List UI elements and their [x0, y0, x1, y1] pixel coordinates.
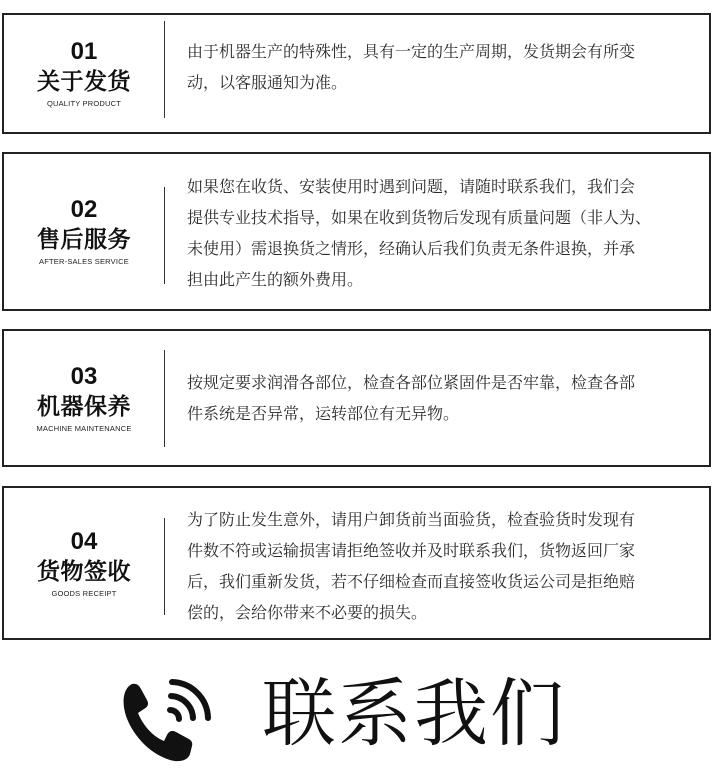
section-number: 03 — [70, 362, 98, 390]
body-line: 偿的，会给你带来不必要的损失。 — [187, 603, 428, 622]
body-line: 未使用）需退换货之情形，经确认后我们负责无条件退换，并承 — [187, 239, 636, 258]
body-line: 提供专业技术指导，如果在收到货物后发现有质量问题（非人为、 — [187, 208, 652, 227]
section-subtitle: GOODS RECEIPT — [51, 588, 117, 598]
section-header — [4, 331, 164, 465]
section-divider — [164, 518, 165, 615]
body-line: 按规定要求润滑各部位，检查各部位紧固件是否牢靠，检查各部 — [187, 373, 636, 392]
body-line: 为了防止发生意外，请用户卸货前当面验货，检查验货时发现有 — [187, 510, 636, 529]
section-divider — [164, 21, 165, 118]
body-line: 件数不符或运输损害请拒绝签收并及时联系我们，货物返回厂家 — [187, 541, 636, 560]
section-subtitle: QUALITY PRODUCT — [46, 99, 122, 108]
section-header — [4, 15, 164, 132]
section-title: 关于发货 — [37, 69, 131, 95]
section-body — [187, 36, 695, 98]
section-body — [187, 171, 695, 295]
section-title: 售后服务 — [37, 227, 131, 253]
body-line: 件系统是否异常，运转部位有无异物。 — [187, 404, 460, 423]
section-header — [4, 488, 164, 638]
contact-us-heading: 联系我们 — [262, 671, 566, 757]
body-line: 由于机器生产的特殊性，具有一定的生产周期，发货期会有所变 — [187, 42, 636, 61]
section-title: 货物签收 — [37, 558, 131, 585]
section-card-receipt — [2, 486, 711, 640]
section-number: 04 — [70, 527, 98, 555]
body-line: 如果您在收货、安装使用时遇到问题，请随时联系我们，我们会 — [187, 177, 636, 196]
section-card-after-sales — [2, 152, 711, 311]
body-line: 动，以客服通知为准。 — [187, 73, 348, 92]
section-card-shipping — [2, 13, 711, 134]
section-header — [4, 154, 164, 309]
phone-icon — [118, 674, 218, 766]
section-body — [187, 367, 695, 429]
section-card-maintenance — [2, 329, 711, 467]
section-subtitle: MACHINE MAINTENANCE — [36, 423, 132, 433]
contact-footer — [0, 660, 715, 771]
body-line: 担由此产生的额外费用。 — [187, 270, 364, 289]
section-subtitle: AFTER-SALES SERVICE — [39, 257, 129, 266]
section-body — [187, 504, 695, 628]
body-line: 后，我们重新发货，若不仔细检查而直接签收货运公司是拒绝赔 — [187, 572, 636, 591]
section-number: 01 — [70, 38, 98, 65]
section-divider — [164, 350, 165, 447]
section-title: 机器保养 — [37, 393, 131, 420]
section-number: 02 — [70, 196, 98, 223]
section-divider — [164, 187, 165, 284]
